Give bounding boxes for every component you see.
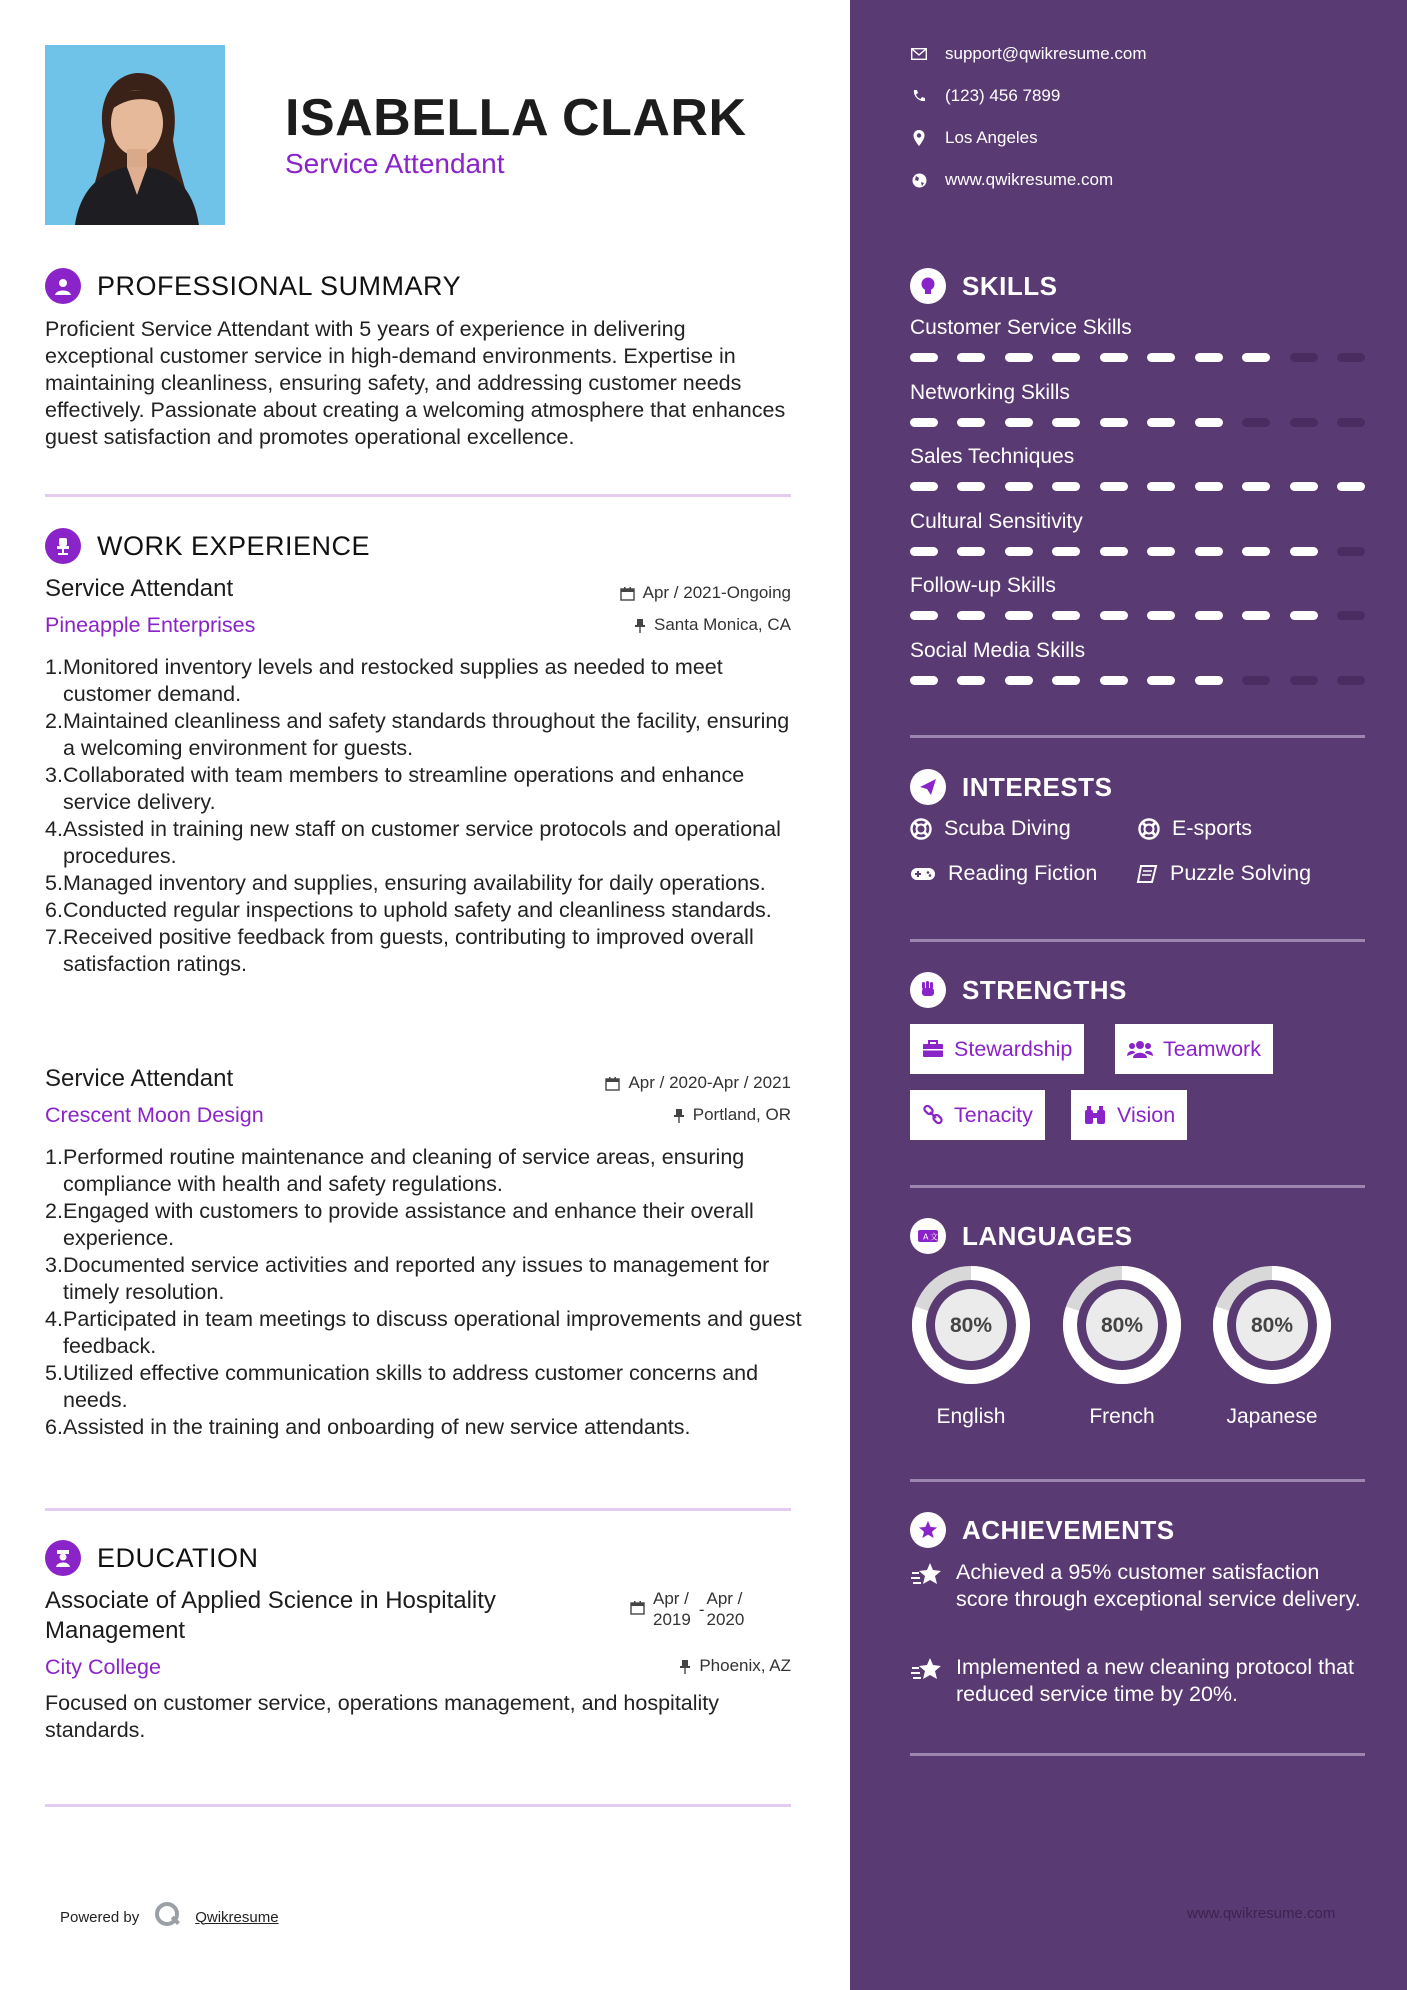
achievement-item (910, 1559, 1365, 1613)
summary-header (45, 268, 461, 304)
skill-rating-bar (910, 482, 1365, 491)
language-percent: 80% (949, 1314, 993, 1337)
skill-dash-filled (1100, 418, 1128, 427)
footer-website[interactable]: www.qwikresume.com (1187, 1905, 1336, 1922)
skill-dash-empty (1290, 676, 1318, 685)
svg-text:文: 文 (930, 1232, 938, 1242)
skill-dash-filled (1195, 418, 1223, 427)
bullet-text: Collaborated with team members to streamline operations and enhance service delivery. (63, 763, 745, 814)
skill-dash-filled (1195, 676, 1223, 685)
language-item (1061, 1264, 1183, 1429)
interest-item (1136, 861, 1311, 886)
book-icon (1136, 864, 1158, 884)
bullet-text: Managed inventory and supplies, ensuring availability for daily operations. (63, 871, 766, 895)
bullet-item (45, 654, 805, 708)
strengths-header (910, 972, 1127, 1008)
email-text[interactable]: support@qwikresume.com (945, 44, 1147, 63)
profile-photo (45, 45, 225, 225)
contact-website (910, 170, 1113, 190)
skill-rating-bar (910, 547, 1365, 556)
globe-icon (910, 173, 928, 188)
phone-text: (123) 456 7899 (945, 86, 1061, 105)
strength-label: Teamwork (1163, 1036, 1261, 1061)
website-text[interactable]: www.qwikresume.com (945, 170, 1114, 189)
svg-text:A: A (923, 1232, 929, 1242)
education-header (45, 1540, 259, 1576)
skill-dash-filled (1147, 418, 1175, 427)
user-circle-icon (45, 268, 81, 304)
language-name: French (1089, 1405, 1155, 1428)
bullet-item (45, 816, 805, 870)
bullet-text: Monitored inventory levels and restocked supplies as needed to meet customer demand. (63, 655, 723, 706)
skill-name: Social Media Skills (910, 638, 1086, 662)
skill-dash-filled (1147, 547, 1175, 556)
skill-dash-filled (1195, 353, 1223, 362)
bullet-item (45, 1144, 805, 1198)
degree-title: Associate of Applied Science in Hospitality Management (45, 1587, 496, 1644)
language-item (1211, 1264, 1333, 1429)
strength-tag (910, 1090, 1045, 1140)
contact-phone (910, 86, 1060, 106)
divider (910, 939, 1365, 942)
strength-tag (1115, 1024, 1273, 1074)
bullet-item (45, 762, 805, 816)
divider (910, 1185, 1365, 1188)
skill-rating-bar (910, 418, 1365, 427)
language-item (910, 1264, 1032, 1429)
education-dates (630, 1588, 744, 1630)
link-icon (922, 1104, 944, 1126)
skill-dash-filled (1242, 611, 1270, 620)
job-title: Service Attendant (45, 575, 234, 602)
bullet-number: 2. (45, 709, 63, 733)
skill-dash-filled (1005, 353, 1033, 362)
achievement-text: Implemented a new cleaning protocol that reduced service time by 20%. (956, 1655, 1354, 1706)
bullet-number: 5. (45, 871, 63, 895)
shooting-star-icon (910, 1656, 944, 1689)
skill-dash-filled (1052, 547, 1080, 556)
language-percent: 80% (1250, 1314, 1294, 1337)
skill-dash-filled (1100, 482, 1128, 491)
skill-dash-filled (1100, 611, 1128, 620)
skill-dash-filled (910, 482, 938, 491)
interest-label: Reading Fiction (948, 861, 1098, 885)
bullet-item (45, 1252, 805, 1306)
skill-dash-filled (1195, 611, 1223, 620)
skill-dash-empty (1337, 418, 1365, 427)
bullet-item (45, 924, 805, 978)
skill-dash-filled (910, 676, 938, 685)
education-location (679, 1656, 791, 1676)
bullet-item (45, 1306, 805, 1360)
bullet-text: Assisted in training new staff on customer service protocols and operational procedures. (63, 817, 781, 868)
language-name: English (936, 1405, 1006, 1428)
pin-icon (673, 1108, 685, 1123)
pin-icon (679, 1659, 691, 1674)
job-location (673, 1105, 791, 1125)
skill-dash-filled (1147, 676, 1175, 685)
skill-dash-filled (957, 482, 985, 491)
education-title: EDUCATION (97, 1542, 259, 1573)
skills-header (910, 268, 1057, 304)
skill-dash-filled (1195, 547, 1223, 556)
skill-dash-filled (1100, 676, 1128, 685)
job-location (634, 615, 791, 635)
bullet-item (45, 1198, 805, 1252)
skill-dash-filled (957, 676, 985, 685)
briefcase-icon (922, 1040, 944, 1058)
start-month: Apr / (653, 1589, 689, 1608)
job-dates-text: Apr / 2021-Ongoing (642, 583, 791, 602)
skill-dash-filled (957, 611, 985, 620)
language-progress-ring (1211, 1264, 1333, 1386)
skill-dash-filled (1290, 482, 1318, 491)
language-progress-ring (1061, 1264, 1183, 1386)
shooting-star-icon (910, 1561, 944, 1594)
users-icon (1127, 1040, 1153, 1058)
bullet-number: 1. (45, 655, 63, 679)
skill-dash-empty (1242, 418, 1270, 427)
calendar-icon (605, 1076, 620, 1091)
skill-rating-bar (910, 676, 1365, 685)
bullet-item (45, 897, 805, 924)
interests-header (910, 769, 1112, 805)
divider (910, 1753, 1365, 1756)
bullet-number: 6. (45, 898, 63, 922)
skill-dash-filled (957, 353, 985, 362)
skill-dash-filled (1290, 611, 1318, 620)
qwikresume-link[interactable]: Qwikresume (195, 1908, 279, 1926)
bullet-number: 4. (45, 1307, 63, 1331)
achievements-header (910, 1512, 1175, 1548)
skill-dash-empty (1337, 676, 1365, 685)
translate-icon (910, 1218, 946, 1254)
skill-dash-filled (910, 418, 938, 427)
interest-label: Scuba Diving (944, 816, 1071, 840)
skill-dash-filled (1242, 547, 1270, 556)
skill-dash-filled (1005, 547, 1033, 556)
gamepad-icon (910, 866, 936, 882)
skill-name: Customer Service Skills (910, 316, 1132, 339)
bullet-item (45, 1414, 805, 1441)
skill-dash-filled (1052, 353, 1080, 362)
bullet-text: Engaged with customers to provide assistance and enhance their overall experience. (63, 1199, 754, 1250)
skill-name: Networking Skills (910, 380, 1070, 404)
end-month: Apr / (706, 1589, 743, 1608)
skill-rating-bar (910, 611, 1365, 620)
contact-location (910, 128, 1038, 148)
calendar-icon (630, 1600, 645, 1615)
strength-label: Stewardship (954, 1036, 1073, 1061)
interest-label: E-sports (1172, 816, 1253, 840)
skill-dash-empty (1242, 676, 1270, 685)
strengths-title: STRENGTHS (962, 974, 1127, 1005)
lightbulb-icon (910, 268, 946, 304)
map-marker-icon (910, 130, 928, 146)
footer-powered-by (60, 1900, 279, 1934)
skill-dash-filled (910, 611, 938, 620)
contact-email (910, 44, 1147, 64)
skill-name: Cultural Sensitivity (910, 509, 1083, 533)
interest-item (910, 816, 1071, 841)
skill-dash-empty (1337, 611, 1365, 620)
interest-item (1138, 816, 1252, 841)
bullet-number: 3. (45, 763, 63, 787)
qwikresume-logo-icon (153, 1900, 183, 1934)
strength-label: Vision (1117, 1102, 1176, 1127)
bullet-text: Participated in team meetings to discuss operational improvements and guest feedback. (63, 1307, 802, 1358)
lifebuoy-icon (910, 818, 932, 840)
bullet-number: 7. (45, 925, 63, 949)
strength-label: Tenacity (954, 1102, 1033, 1127)
interests-title: INTERESTS (962, 771, 1113, 802)
paper-plane-icon (910, 769, 946, 805)
graduate-icon (45, 1540, 81, 1576)
candidate-role: Service Attendant (285, 148, 505, 179)
skill-name: Follow-up Skills (910, 574, 1056, 597)
bullet-number: 3. (45, 1253, 63, 1277)
skill-dash-filled (1052, 482, 1080, 491)
skill-dash-filled (1290, 547, 1318, 556)
bullet-number: 5. (45, 1361, 63, 1385)
language-percent: 80% (1100, 1314, 1144, 1337)
education-location-text: Phoenix, AZ (699, 1656, 791, 1675)
skill-dash-filled (1147, 353, 1175, 362)
bullet-text: Received positive feedback from guests, contributing to improved overall satisfaction ratings. (63, 925, 754, 976)
skill-dash-filled (1005, 418, 1033, 427)
binoculars-icon (1083, 1105, 1107, 1125)
skill-dash-filled (1005, 482, 1033, 491)
language-progress-ring (910, 1264, 1032, 1386)
skill-dash-filled (957, 418, 985, 427)
skill-dash-filled (1052, 418, 1080, 427)
skill-dash-empty (1290, 353, 1318, 362)
job-dates (605, 1073, 791, 1093)
languages-title: LANGUAGES (962, 1220, 1133, 1251)
bullet-item (45, 1360, 805, 1414)
job-dates-text: Apr / 2020-Apr / 2021 (628, 1073, 791, 1092)
skill-dash-filled (1100, 353, 1128, 362)
bullet-text: Assisted in the training and onboarding of new service attendants. (63, 1415, 691, 1439)
skill-dash-empty (1337, 353, 1365, 362)
divider (45, 494, 791, 497)
location-text: Los Angeles (945, 128, 1038, 147)
date-separator: - (698, 1600, 705, 1619)
achievement-text: Achieved a 95% customer satisfaction score through exceptional service delivery. (956, 1560, 1361, 1611)
phone-icon (910, 89, 928, 103)
fist-icon (910, 972, 946, 1008)
divider (910, 1479, 1365, 1482)
language-name: Japanese (1226, 1405, 1318, 1428)
skill-rating-bar (910, 353, 1365, 362)
pin-icon (634, 618, 646, 633)
skill-dash-filled (910, 353, 938, 362)
skill-dash-filled (957, 547, 985, 556)
job-title: Service Attendant (45, 1065, 234, 1092)
bullet-number: 4. (45, 817, 63, 841)
bullet-number: 2. (45, 1199, 63, 1223)
calendar-icon (620, 586, 635, 601)
summary-text: Proficient Service Attendant with 5 years of experience in delivering exceptional customer service in high-demand environments. Expertise in maintaining cleanliness, ensuring safety, and addressing customer needs effectively. Passionate about creating a welcoming atmosphere that enhances guest satisfaction and promotes operational excellence. (45, 317, 786, 449)
skill-dash-filled (910, 547, 938, 556)
experience-header (45, 528, 370, 564)
star-icon (910, 1512, 946, 1548)
powered-by-label: Powered by (60, 1908, 140, 1926)
skill-dash-filled (1337, 482, 1365, 491)
job-location-text: Santa Monica, CA (653, 615, 791, 634)
bullet-item (45, 870, 805, 897)
chair-icon (45, 528, 81, 564)
skill-dash-filled (1242, 353, 1270, 362)
lifebuoy-icon (1138, 818, 1160, 840)
candidate-name: ISABELLA CLARK (285, 89, 747, 147)
job-dates (620, 583, 791, 603)
languages-header (910, 1218, 1133, 1254)
achievements-title: ACHIEVEMENTS (962, 1514, 1175, 1545)
strength-tag (910, 1024, 1084, 1074)
skills-title: SKILLS (962, 270, 1058, 301)
envelope-icon (910, 48, 928, 60)
company-name: Pineapple Enterprises (45, 613, 256, 637)
skill-name: Sales Techniques (910, 445, 1075, 468)
job-bullets (45, 1144, 805, 1441)
bullet-item (45, 708, 805, 762)
strength-tag (1071, 1090, 1187, 1140)
sidebar (850, 0, 1407, 1990)
job-bullets (45, 654, 805, 978)
interest-item (910, 861, 1097, 886)
experience-title: WORK EXPERIENCE (97, 530, 371, 561)
skill-dash-empty (1290, 418, 1318, 427)
skill-dash-filled (1100, 547, 1128, 556)
company-name: Crescent Moon Design (45, 1103, 264, 1127)
divider (910, 735, 1365, 738)
start-year: 2019 (653, 1610, 691, 1629)
interest-label: Puzzle Solving (1170, 861, 1312, 885)
skill-dash-filled (1005, 676, 1033, 685)
bullet-text: Performed routine maintenance and cleaning of service areas, ensuring compliance with health and safety regulations. (63, 1145, 745, 1196)
job-location-text: Portland, OR (692, 1105, 791, 1124)
bullet-number: 6. (45, 1415, 63, 1439)
skill-dash-filled (1052, 676, 1080, 685)
bullet-text: Conducted regular inspections to uphold safety and cleanliness standards. (63, 898, 772, 922)
bullet-text: Maintained cleanliness and safety standards throughout the facility, ensuring a welcoming environment for guests. (63, 709, 790, 760)
divider (45, 1508, 791, 1511)
skill-dash-filled (1195, 482, 1223, 491)
skill-dash-filled (1005, 611, 1033, 620)
bullet-text: Utilized effective communication skills to address customer concerns and needs. (63, 1361, 759, 1412)
summary-title: PROFESSIONAL SUMMARY (97, 270, 462, 301)
bullet-text: Documented service activities and reported any issues to management for timely resolution. (63, 1253, 770, 1304)
bullet-number: 1. (45, 1145, 63, 1169)
end-year: 2020 (706, 1610, 745, 1629)
skill-dash-filled (1147, 482, 1175, 491)
skill-dash-filled (1052, 611, 1080, 620)
skill-dash-filled (1242, 482, 1270, 491)
school-name: City College (45, 1655, 161, 1679)
education-description: Focused on customer service, operations management, and hospitality standards. (45, 1691, 720, 1742)
skill-dash-empty (1337, 547, 1365, 556)
divider (45, 1804, 791, 1807)
achievement-item (910, 1654, 1365, 1708)
skill-dash-filled (1147, 611, 1175, 620)
